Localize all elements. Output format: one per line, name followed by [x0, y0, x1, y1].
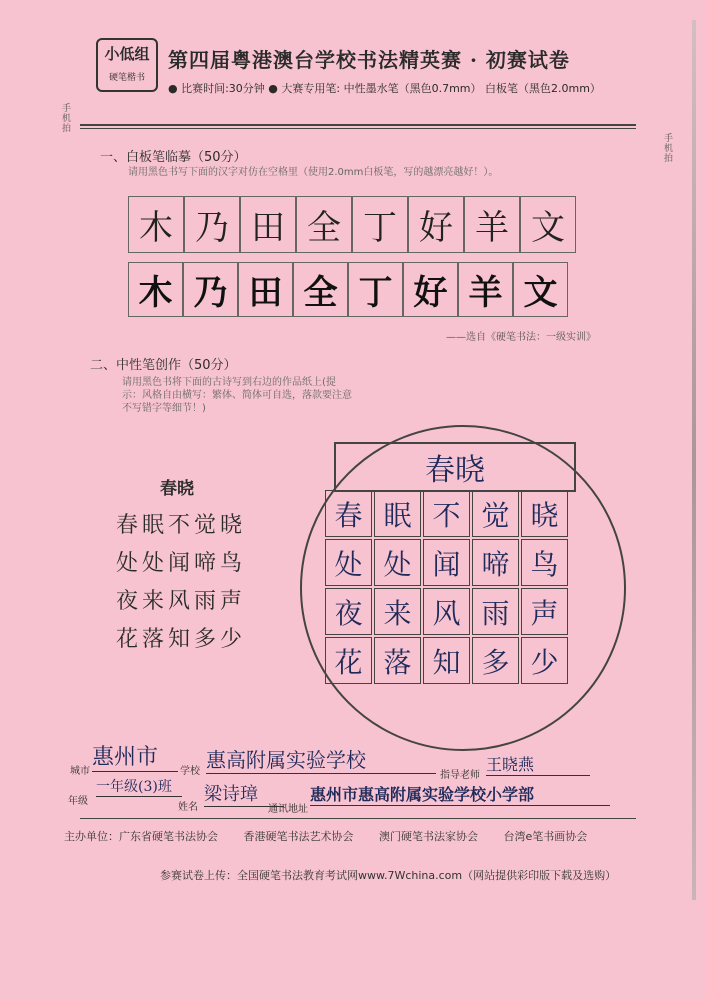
model-char: 全 — [296, 196, 352, 253]
grade-label: 年级 — [68, 796, 88, 807]
address-field: 惠州市惠高附属实验学校小学部 — [310, 782, 610, 806]
address-label: 通讯地址 — [268, 804, 308, 815]
poem-line: 处处闻啼鸟 — [116, 551, 247, 576]
work-char: 少 — [521, 637, 568, 684]
school-label: 学校 — [180, 766, 200, 777]
badge-title: 小低组 — [104, 45, 150, 63]
work-char: 花 — [325, 637, 372, 684]
work-char: 眠 — [374, 490, 421, 537]
work-title: 春晓 — [334, 442, 576, 492]
work-char: 啼 — [472, 539, 519, 586]
badge-subtitle: 硬笔楷书 — [108, 73, 145, 83]
poem-line: 花落知多少 — [116, 627, 247, 652]
work-char: 来 — [374, 588, 421, 635]
work-char: 处 — [374, 539, 421, 586]
work-char: 风 — [423, 588, 470, 635]
exam-meta: ● 比赛时间:30分钟 ● 大赛专用笔: 中性墨水笔（黑色0.7mm） 白板笔（黑色2.0mm） — [168, 82, 601, 95]
city-label: 城市 — [70, 766, 90, 777]
poem-line: 夜来风雨声 — [116, 589, 247, 614]
model-char: 文 — [520, 196, 576, 253]
teacher-field: 王晓燕 — [486, 752, 590, 776]
name-label: 姓名 — [178, 802, 198, 813]
top-rule-thin — [80, 128, 636, 129]
model-row — [128, 196, 576, 253]
work-char: 春 — [325, 490, 372, 537]
city-field: 惠州市 — [92, 740, 178, 772]
work-char: 闻 — [423, 539, 470, 586]
written-char: 羊 — [458, 262, 513, 317]
paper-edge — [692, 20, 696, 900]
work-char: 声 — [521, 588, 568, 635]
organizer: 台湾e笔书画协会 — [503, 830, 588, 843]
section2-heading: 二、中性笔创作（50分） — [90, 358, 237, 373]
work-char: 落 — [374, 637, 421, 684]
work-char: 鸟 — [521, 539, 568, 586]
teacher-label: 指导老师 — [440, 770, 480, 781]
poem-title: 春晓 — [160, 479, 194, 499]
work-char: 处 — [325, 539, 372, 586]
section1-instruction: 请用黑色书写下面的汉字对仿在空格里（使用2.0mm白板笔，写的越漂亮越好！）。 — [128, 167, 499, 178]
model-char: 丁 — [352, 196, 408, 253]
model-char: 好 — [408, 196, 464, 253]
work-char: 不 — [423, 490, 470, 537]
work-char: 觉 — [472, 490, 519, 537]
work-char: 雨 — [472, 588, 519, 635]
category-badge — [96, 38, 158, 92]
work-char: 多 — [472, 637, 519, 684]
top-rule — [80, 124, 636, 126]
model-char: 乃 — [184, 196, 240, 253]
written-char: 木 — [128, 262, 183, 317]
grade-field: 一年级(3)班 — [96, 776, 182, 797]
written-char: 田 — [238, 262, 293, 317]
model-char: 田 — [240, 196, 296, 253]
work-char: 晓 — [521, 490, 568, 537]
written-char: 文 — [513, 262, 568, 317]
written-char: 好 — [403, 262, 458, 317]
footer-rule — [80, 818, 636, 819]
name-field: 梁诗璋 — [204, 780, 284, 807]
poem-line: 春眠不觉晓 — [116, 513, 247, 538]
source-note: ——选自《硬笔书法：一级实训》 — [446, 332, 596, 343]
page-title: 第四届粤港澳台学校书法精英赛 · 初赛试卷 — [168, 48, 570, 72]
section2-instruction: 请用黑色书将下面的古诗写到右边的作品纸上(提示：风格自由横写：繁体、简体可自选，落款要注意不写错字等细节！) — [122, 377, 352, 414]
side-note-left: 手机拍 — [62, 104, 72, 134]
written-row — [128, 262, 568, 317]
organizer: 香港硬笔书法艺术协会 — [243, 830, 354, 843]
written-char: 丁 — [348, 262, 403, 317]
organizers — [64, 828, 609, 844]
school-field: 惠高附属实验学校 — [206, 744, 436, 774]
organizer: 主办单位：广东省硬笔书法协会 — [64, 830, 218, 843]
model-char: 木 — [128, 196, 184, 253]
work-char: 知 — [423, 637, 470, 684]
side-note-right: 手机拍 — [664, 134, 674, 164]
work-grid — [324, 489, 569, 685]
upload-note[interactable]: 参赛试卷上传：全国硬笔书法教育考试网www.7Wchina.com（网站提供彩印版下载及选购） — [160, 869, 617, 882]
work-char: 夜 — [325, 588, 372, 635]
section1-heading: 一、白板笔临摹（50分） — [100, 150, 247, 165]
organizer: 澳门硬笔书法家协会 — [379, 830, 478, 843]
written-char: 全 — [293, 262, 348, 317]
written-char: 乃 — [183, 262, 238, 317]
model-char: 羊 — [464, 196, 520, 253]
